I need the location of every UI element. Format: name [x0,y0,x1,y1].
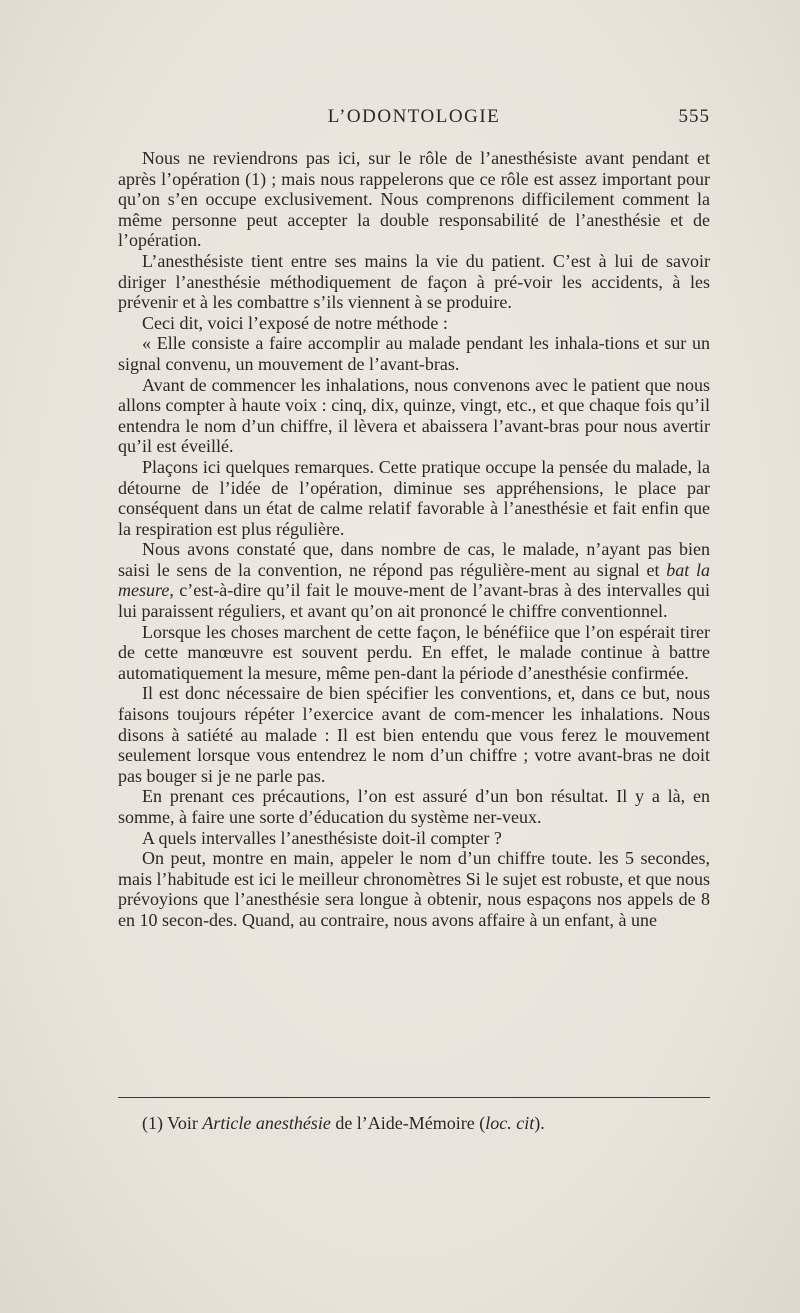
paragraph [118,683,710,786]
text-run: Plaçons ici quelques remarques. Cette pratique occupe la pensée du malade, la détourne de l’idée de l’opération, diminue ses appréhensions, le place par conséquent dans un état de calme relatif favorable à l’anesthésie et fait enfin que la respiration est plus régulière. [118,456,710,539]
text-run: Avant de commencer les inhalations, nous convenons avec le patient que nous allons compter à haute voix : cinq, dix, quinze, vingt, etc., et que chaque fois qu’il entendra le nom d’un chiffre, il lèvera et abaissera l’avant-bras pour nous avertir qu’il est éveillé. [118,374,710,457]
paragraph [118,313,710,334]
running-title: L’ODONTOLOGIE [327,106,501,127]
italic-text: Article anesthésie [202,1113,331,1133]
footnote-rule [118,1097,710,1098]
text-run: Il est donc nécessaire de bien spécifier les conventions, et, dans ce but, nous faisons toujours répéter l’exercice avant de com-mencer les inhalations. Nous disons à satiété au malade : Il est bien entendu que vous ferez le mouvement seulement lorsque vous entendrez le nom d’un chiffre ; votre avant-bras ne doit pas bouger si je ne parle pas. [118,683,710,786]
page-number: 555 [678,106,710,127]
paragraph [118,828,710,849]
paragraph [118,333,710,374]
text-run: de l’Aide-Mémoire ( [330,1113,486,1133]
paragraph [118,457,710,539]
text-run: L’anesthésiste tient entre ses mains la vie du patient. C’est à lui de savoir diriger l’anesthésie méthodiquement de façon à pré-voir les accidents, à les prévenir et à les combattre s’ils viennent à se produire. [118,250,710,313]
text-run: Nous ne reviendrons pas ici, sur le rôle de l’anesthésiste avant pendant et après l’opération (1) ; mais nous rappelerons que ce rôle est assez important pour qu’on s’en occupe exclusivement. Nous comprenons difficilement comment la même personne peut accepter la double responsabilité de l’anesthésie et de l’opération. [118,148,710,251]
text-run: Lorsque les choses marchent de cette façon, le bénéfiice que l’on espérait tirer de cette manœuvre est souvent perdu. En effet, le malade continue à battre automatiquement la mesure, même pen-dant la période d’anesthésie confirmée. [118,621,710,683]
paragraph [118,622,710,684]
text-run: (1) Voir [142,1113,203,1133]
footnote [142,1112,702,1134]
paragraph [118,251,710,313]
paragraph [118,539,710,621]
italic-text: bat la mesure [118,559,710,601]
text-run: « Elle consiste a faire accomplir au malade pendant les inhala-tions et sur un signal convenu, un mouvement de l’avant-bras. [118,333,710,374]
text-run: On peut, montre en main, appeler le nom d’un chiffre toute. les 5 secondes, mais l’habitude est ici le meilleur chronomètres Si le sujet est robuste, et que nous prévoyions que l’anesthésie sera longue à obtenir, nous espaçons nos appels de 8 en 10 secon-des. Quand, au contraire, nous avons affaire à un enfant, à une [118,848,710,930]
paragraph [118,786,710,827]
paragraph [118,848,710,930]
paragraph [118,148,710,251]
paragraph [118,375,710,457]
text-run: Nous avons constaté que, dans nombre de cas, le malade, n’ayant pas bien saisi le sens de la convention, ne répond pas régulière-ment au signal et [118,539,710,580]
main-text [118,148,710,931]
text-run: A quels intervalles l’anesthésiste doit-il compter ? [142,827,502,848]
text-run: En prenant ces précautions, l’on est assuré d’un bon résultat. Il y a là, en somme, à faire une sorte d’éducation du système ner-veux. [118,786,710,827]
italic-text: loc. cit [485,1113,535,1133]
text-run: , c’est-à-dire qu’il fait le mouve-ment de l’avant-bras à des intervalles qui lui paraissent réguliers, et avant qu’on ait prononcé le chiffre conventionnel. [118,580,710,622]
page-header [118,106,710,130]
text-run: ). [534,1113,545,1133]
text-run: Ceci dit, voici l’exposé de notre méthode : [142,312,448,333]
